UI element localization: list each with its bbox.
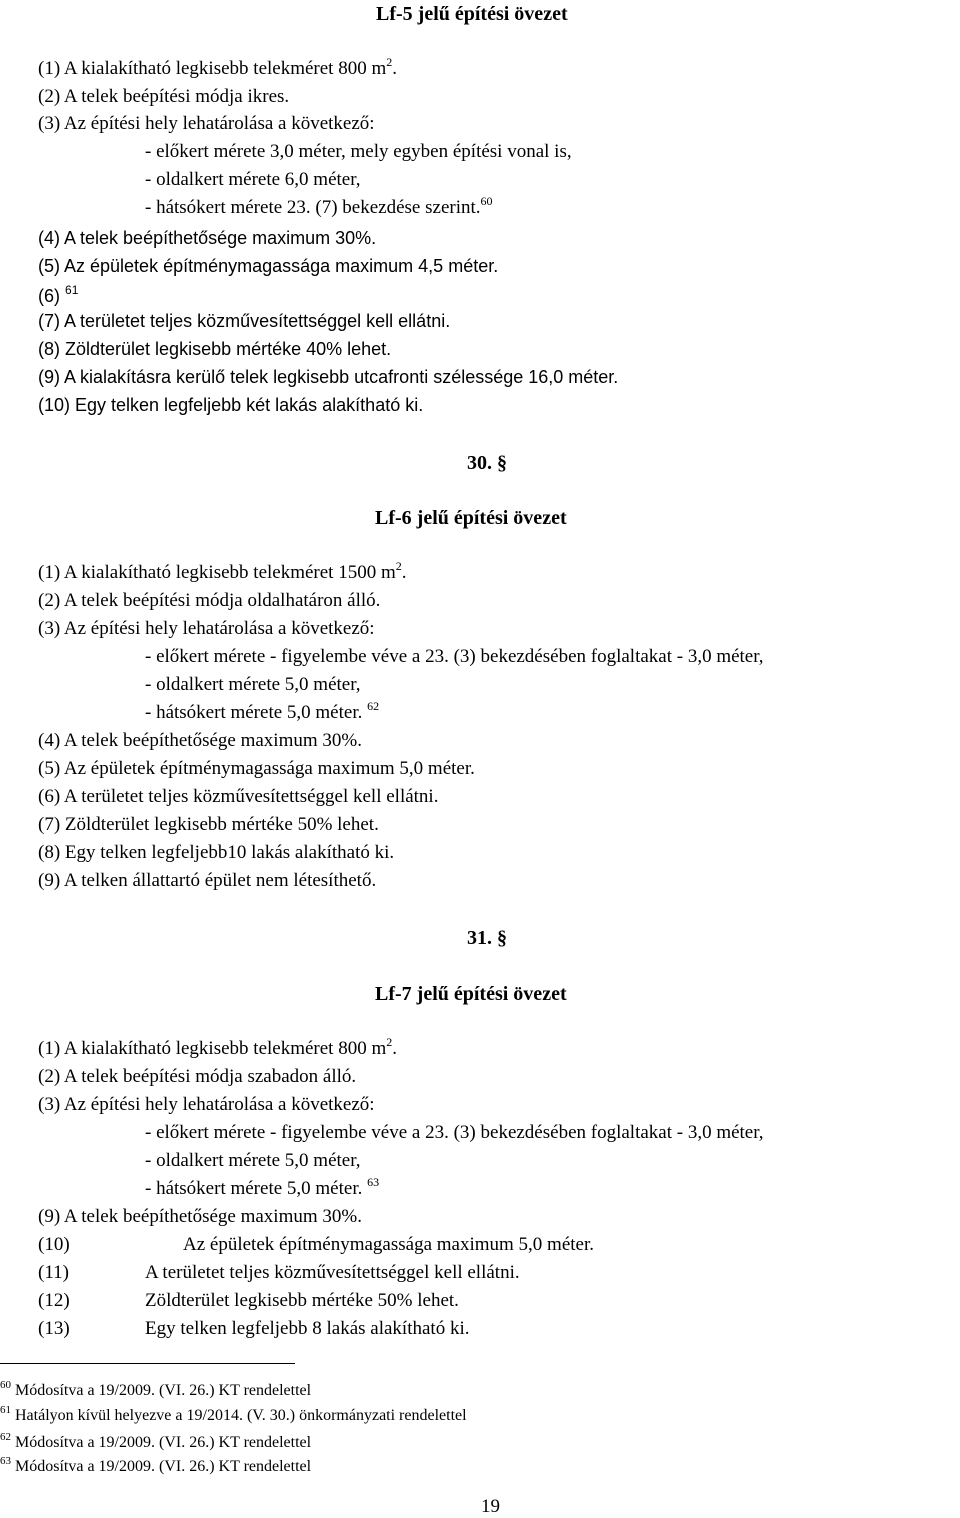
lf7-item-3: (3) Az építési hely lehatárolása a következő: bbox=[38, 1094, 375, 1115]
row-text: A területet teljes közművesítettséggel kell ellátni. bbox=[145, 1262, 520, 1283]
lf5-item-4: (4) A telek beépíthetősége maximum 30%. bbox=[38, 228, 377, 248]
lf5-item-7: (7) A területet teljes közművesítettséggel kell ellátni. bbox=[38, 311, 451, 331]
footnote-number: 61 bbox=[0, 1404, 11, 1416]
lf7-row bbox=[38, 1262, 918, 1284]
lf7-row bbox=[38, 1290, 918, 1312]
section-heading-lf5: Lf-5 jelű építési övezet bbox=[376, 3, 568, 25]
lf6-item-1: (1) A kialakítható legkisebb telekméret 1500 $m^2$. bbox=[38, 559, 407, 583]
row-number: (13) bbox=[38, 1318, 70, 1339]
footnote: $^{61}$ Hatályon kívül helyezve a 19/2014. (V. 30.) önkormányzati rendelettel bbox=[0, 1404, 467, 1424]
lf7-item-1: (1) A kialakítható legkisebb telekméret 800 $m^2$. bbox=[38, 1035, 397, 1059]
lf7-item-9: (9) A telek beépíthetősége maximum 30%. bbox=[38, 1206, 362, 1227]
lf5-item-5: (5) Az épületek építménymagassága maximum 4,5 méter. bbox=[38, 256, 499, 276]
footnote-separator bbox=[0, 1363, 295, 1364]
lf6-bullet-1: - előkert mérete - figyelembe véve a 23. (3) bekezdésében foglaltakat - 3,0 méter, bbox=[145, 646, 764, 667]
lf5-item-10: (10) Egy telken legfeljebb két lakás alakítható ki. bbox=[38, 395, 424, 415]
page-number: 19 bbox=[481, 1496, 500, 1517]
footnote: $^{60}$ Módosítva a 19/2009. (VI. 26.) KT rendelettel bbox=[0, 1379, 312, 1399]
row-text: Az épületek építménymagassága maximum 5,0 méter. bbox=[183, 1234, 595, 1255]
lf5-item-2: (2) A telek beépítési módja ikres. bbox=[38, 86, 290, 107]
lf7-bullet-1: - előkert mérete - figyelembe véve a 23. (3) bekezdésében foglaltakat - 3,0 méter, bbox=[145, 1122, 764, 1143]
lf7-row bbox=[38, 1318, 918, 1340]
footnote: $^{62}$ Módosítva a 19/2009. (VI. 26.) KT rendelettel bbox=[0, 1431, 312, 1451]
lf6-item-2: (2) A telek beépítési módja oldalhatáron álló. bbox=[38, 590, 381, 611]
section-sign: § bbox=[497, 452, 507, 474]
section-heading-lf6: Lf-6 jelű építési övezet bbox=[375, 507, 567, 529]
lf7-row bbox=[38, 1234, 918, 1256]
lf6-item-8: (8) Egy telken legfeljebb10 lakás alakítható ki. bbox=[38, 842, 395, 863]
footnote-number: 63 bbox=[0, 1455, 11, 1467]
lf5-item-6: (6) $^{61}$ bbox=[38, 283, 79, 306]
lf7-bullet-3: - hátsókert mérete 5,0 méter. $^{63}$ bbox=[145, 1175, 380, 1199]
lf5-item-8: (8) Zöldterület legkisebb mértéke 40% lehet. bbox=[38, 339, 392, 359]
section-number-31: 31. § bbox=[467, 927, 507, 949]
lf6-item-9: (9) A telken állattartó épület nem létesíthető. bbox=[38, 870, 377, 891]
row-text: Egy telken legfeljebb 8 lakás alakítható ki. bbox=[145, 1318, 470, 1339]
footnote: $^{63}$ Módosítva a 19/2009. (VI. 26.) KT rendelettel bbox=[0, 1455, 312, 1475]
footnote-number: 62 bbox=[0, 1431, 11, 1443]
section-number-30: 30. § bbox=[467, 452, 507, 474]
lf5-item-1: (1) A kialakítható legkisebb telekméret 800 $m^2$. bbox=[38, 55, 397, 79]
section-heading-lf7: Lf-7 jelű építési övezet bbox=[375, 983, 567, 1005]
lf5-bullet-1: - előkert mérete 3,0 méter, mely egyben építési vonal is, bbox=[145, 141, 572, 162]
row-number: (11) bbox=[38, 1262, 69, 1283]
lf6-item-6: (6) A területet teljes közművesítettséggel kell ellátni. bbox=[38, 786, 439, 807]
row-number: (12) bbox=[38, 1290, 70, 1311]
lf6-item-3: (3) Az építési hely lehatárolása a következő: bbox=[38, 618, 375, 639]
lf6-item-7: (7) Zöldterület legkisebb mértéke 50% lehet. bbox=[38, 814, 379, 835]
lf5-bullet-3: - hátsókert mérete 23. (7) bekezdése szerint.$^{60}$ bbox=[145, 194, 493, 218]
section-sign: § bbox=[497, 927, 507, 949]
lf5-item-9: (9) A kialakításra kerülő telek legkisebb utcafronti szélessége 16,0 méter. bbox=[38, 367, 619, 387]
lf6-bullet-3: - hátsókert mérete 5,0 méter. $^{62}$ bbox=[145, 699, 380, 723]
lf6-item-5: (5) Az épületek építménymagassága maximum 5,0 méter. bbox=[38, 758, 475, 779]
lf6-item-4: (4) A telek beépíthetősége maximum 30%. bbox=[38, 730, 362, 751]
lf7-item-2: (2) A telek beépítési módja szabadon álló. bbox=[38, 1066, 357, 1087]
lf5-item-3: (3) Az építési hely lehatárolása a következő: bbox=[38, 113, 375, 134]
footnote-number: 60 bbox=[0, 1379, 11, 1391]
row-number: (10) bbox=[38, 1234, 70, 1255]
lf6-bullet-2: - oldalkert mérete 5,0 méter, bbox=[145, 674, 361, 695]
lf5-bullet-2: - oldalkert mérete 6,0 méter, bbox=[145, 169, 361, 190]
lf7-bullet-2: - oldalkert mérete 5,0 méter, bbox=[145, 1150, 361, 1171]
row-text: Zöldterület legkisebb mértéke 50% lehet. bbox=[145, 1290, 459, 1311]
